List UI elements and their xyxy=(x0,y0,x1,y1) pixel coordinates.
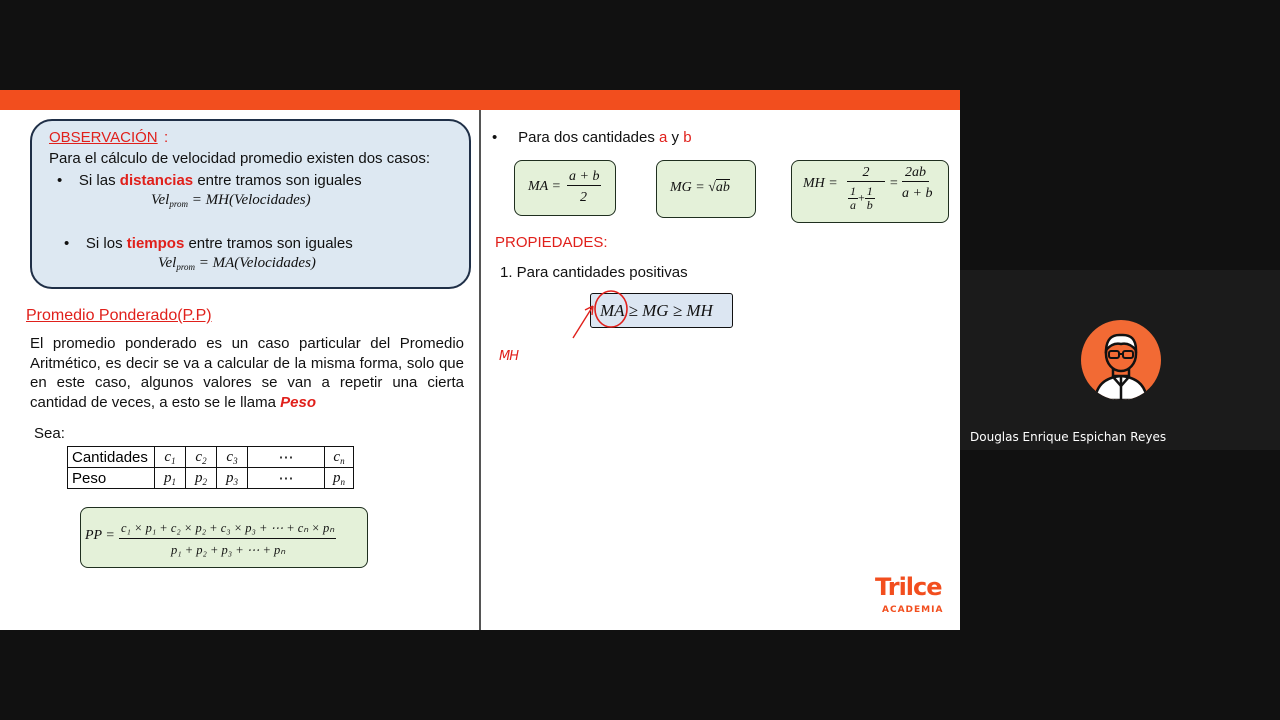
presentation-slide xyxy=(0,90,960,630)
mh-formula-box xyxy=(791,160,949,223)
observation-box xyxy=(30,119,471,289)
table-cell: $c_1$ xyxy=(155,447,186,468)
observation-colon: : xyxy=(164,129,169,146)
table-cell: ⋯ xyxy=(248,447,325,468)
ponderado-paragraph: El promedio ponderado es un caso particular del Promedio Aritmético, es decir se va a calcular de la misma forma, solo que en este caso, algunos valores se van a repetir una cierta cantidad de veces, a esto se le llama Peso xyxy=(30,335,464,411)
slide-divider xyxy=(479,110,481,630)
ma-numerator: a + b xyxy=(569,169,600,184)
handwritten-mh: MH xyxy=(499,349,518,364)
case1-line: • Si las distancias entre tramos son iguales xyxy=(57,172,362,189)
table-cell: $p_3$ xyxy=(217,468,248,489)
peso-word: Peso xyxy=(280,393,317,411)
pp-formula-numerator: c₁ × p₁ + c₂ × p₂ + c₃ × p₃ + ⋯ + cₙ × pₙ xyxy=(119,520,336,539)
sea-label: Sea: xyxy=(34,425,65,442)
case1-formula: Vel$_{prom}$ = MH(Velocidades) xyxy=(151,192,311,209)
table-row-label: Cantidades xyxy=(68,447,155,468)
slide-header-bar xyxy=(0,90,960,110)
table-cell: $c_n$ xyxy=(325,447,354,468)
ma-lhs: MA = xyxy=(528,179,561,194)
table-row xyxy=(68,447,354,468)
table-cell: ⋯ xyxy=(248,468,325,489)
table-row xyxy=(68,468,354,489)
trilce-logo: Trilce xyxy=(875,573,942,601)
inequality-text: MA ≥ MG ≥ MH xyxy=(600,301,713,320)
mh-numerator: 2 xyxy=(847,165,885,182)
mh-lhs: MH = xyxy=(803,176,838,191)
ma-formula-box xyxy=(514,160,616,216)
propiedades-heading: PROPIEDADES: xyxy=(495,234,608,251)
mh-denominator: $\frac{1}{a}$ + $\frac{1}{b}$ xyxy=(850,184,873,213)
trilce-logo-sub: ACADEMIA xyxy=(882,605,944,615)
cantidades-table xyxy=(67,446,354,489)
avatar xyxy=(1081,320,1161,400)
case2-formula: Vel$_{prom}$ = MA(Velocidades) xyxy=(158,255,316,272)
table-cell: $c_3$ xyxy=(217,447,248,468)
table-cell: $p_n$ xyxy=(325,468,354,489)
property-item-1: 1. Para cantidades positivas xyxy=(500,264,688,281)
table-cell: $p_2$ xyxy=(186,468,217,489)
pp-formula-denominator: p₁ + p₂ + p₃ + ⋯ + pₙ xyxy=(171,543,286,557)
observation-title: OBSERVACIÓN xyxy=(49,129,158,146)
mh-equals: = xyxy=(889,176,899,191)
mh-rhs-numerator: 2ab xyxy=(902,165,929,182)
two-quantities-line: • Para dos cantidades a y b xyxy=(492,129,692,146)
ponderado-heading: Promedio Ponderado(P.P) xyxy=(26,307,212,324)
ma-denominator: 2 xyxy=(580,190,587,205)
observation-intro: Para el cálculo de velocidad promedio existen dos casos: xyxy=(49,150,431,167)
user-icon xyxy=(1081,320,1161,400)
mg-formula-box xyxy=(656,160,756,218)
mh-rhs-denominator: a + b xyxy=(902,186,933,201)
table-cell: $c_2$ xyxy=(186,447,217,468)
mg-formula: MG = √ab xyxy=(670,180,730,195)
pp-formula-lhs: PP = xyxy=(85,528,115,543)
annotation-circle-arrow xyxy=(560,280,640,350)
table-cell: $p_1$ xyxy=(155,468,186,489)
table-row-label: Peso xyxy=(68,468,155,489)
participant-name: Douglas Enrique Espichan Reyes xyxy=(970,430,1167,444)
pp-formula-box xyxy=(80,507,368,568)
case2-line: • Si los tiempos entre tramos son iguales xyxy=(64,235,353,252)
